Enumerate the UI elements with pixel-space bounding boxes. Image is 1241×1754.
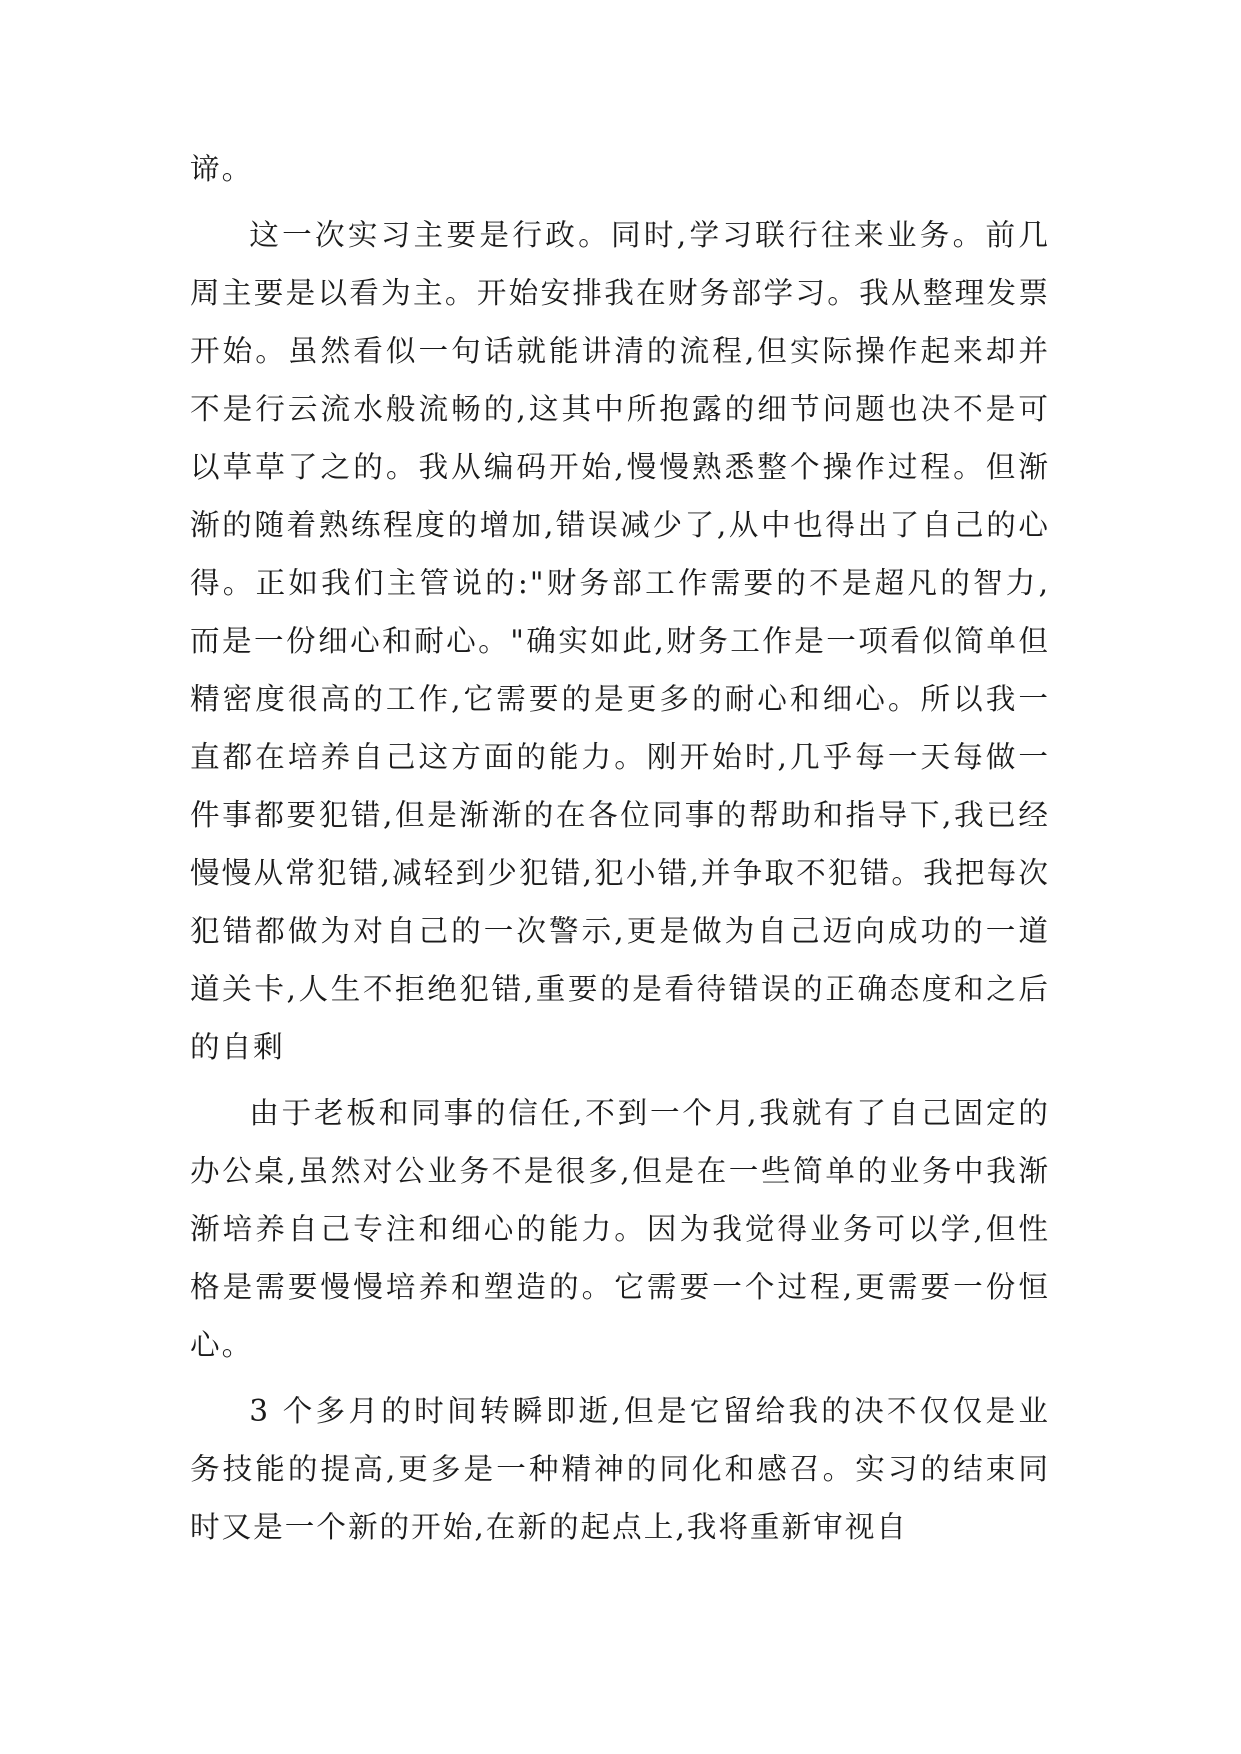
paragraph-continuation: 谛。	[190, 152, 254, 186]
paragraph-three-months: 3 个多月的时间转瞬即逝,但是它留给我的决不仅仅是业务技能的提高,更多是一种精神的同化和感召。实习的结束同时又是一个新的开始,在新的起点上,我将重新审视自	[190, 1394, 1050, 1544]
paragraph-trust-and-desk: 由于老板和同事的信任,不到一个月,我就有了自己固定的办公桌,虽然对公业务不是很多,但是在一些简单的业务中我渐渐培养自己专注和细心的能力。因为我觉得业务可以学,但性格是需要慢慢培养和塑造的。它需要一个过程,更需要一份恒心。	[190, 1096, 1050, 1362]
document-page	[190, 140, 1050, 1564]
paragraph-internship-admin: 这一次实习主要是行政。同时,学习联行往来业务。前几周主要是以看为主。开始安排我在财务部学习。我从整理发票开始。虽然看似一句话就能讲清的流程,但实际操作起来却并不是行云流水般流畅的,这其中所抱露的细节问题也决不是可以草草了之的。我从编码开始,慢慢熟悉整个操作过程。但渐渐的随着熟练程度的增加,错误减少了,从中也得出了自己的心得。正如我们主管说的:"财务部工作需要的不是超凡的智力,而是一份细心和耐心。"确实如此,财务工作是一项看似简单但精密度很高的工作,它需要的是更多的耐心和细心。所以我一直都在培养自己这方面的能力。刚开始时,几乎每一天每做一件事都要犯错,但是渐渐的在各位同事的帮助和指导下,我已经慢慢从常犯错,减轻到少犯错,犯小错,并争取不犯错。我把每次犯错都做为对自己的一次警示,更是做为自己迈向成功的一道道关卡,人生不拒绝犯错,重要的是看待错误的正确态度和之后的自剩	[190, 218, 1050, 1064]
